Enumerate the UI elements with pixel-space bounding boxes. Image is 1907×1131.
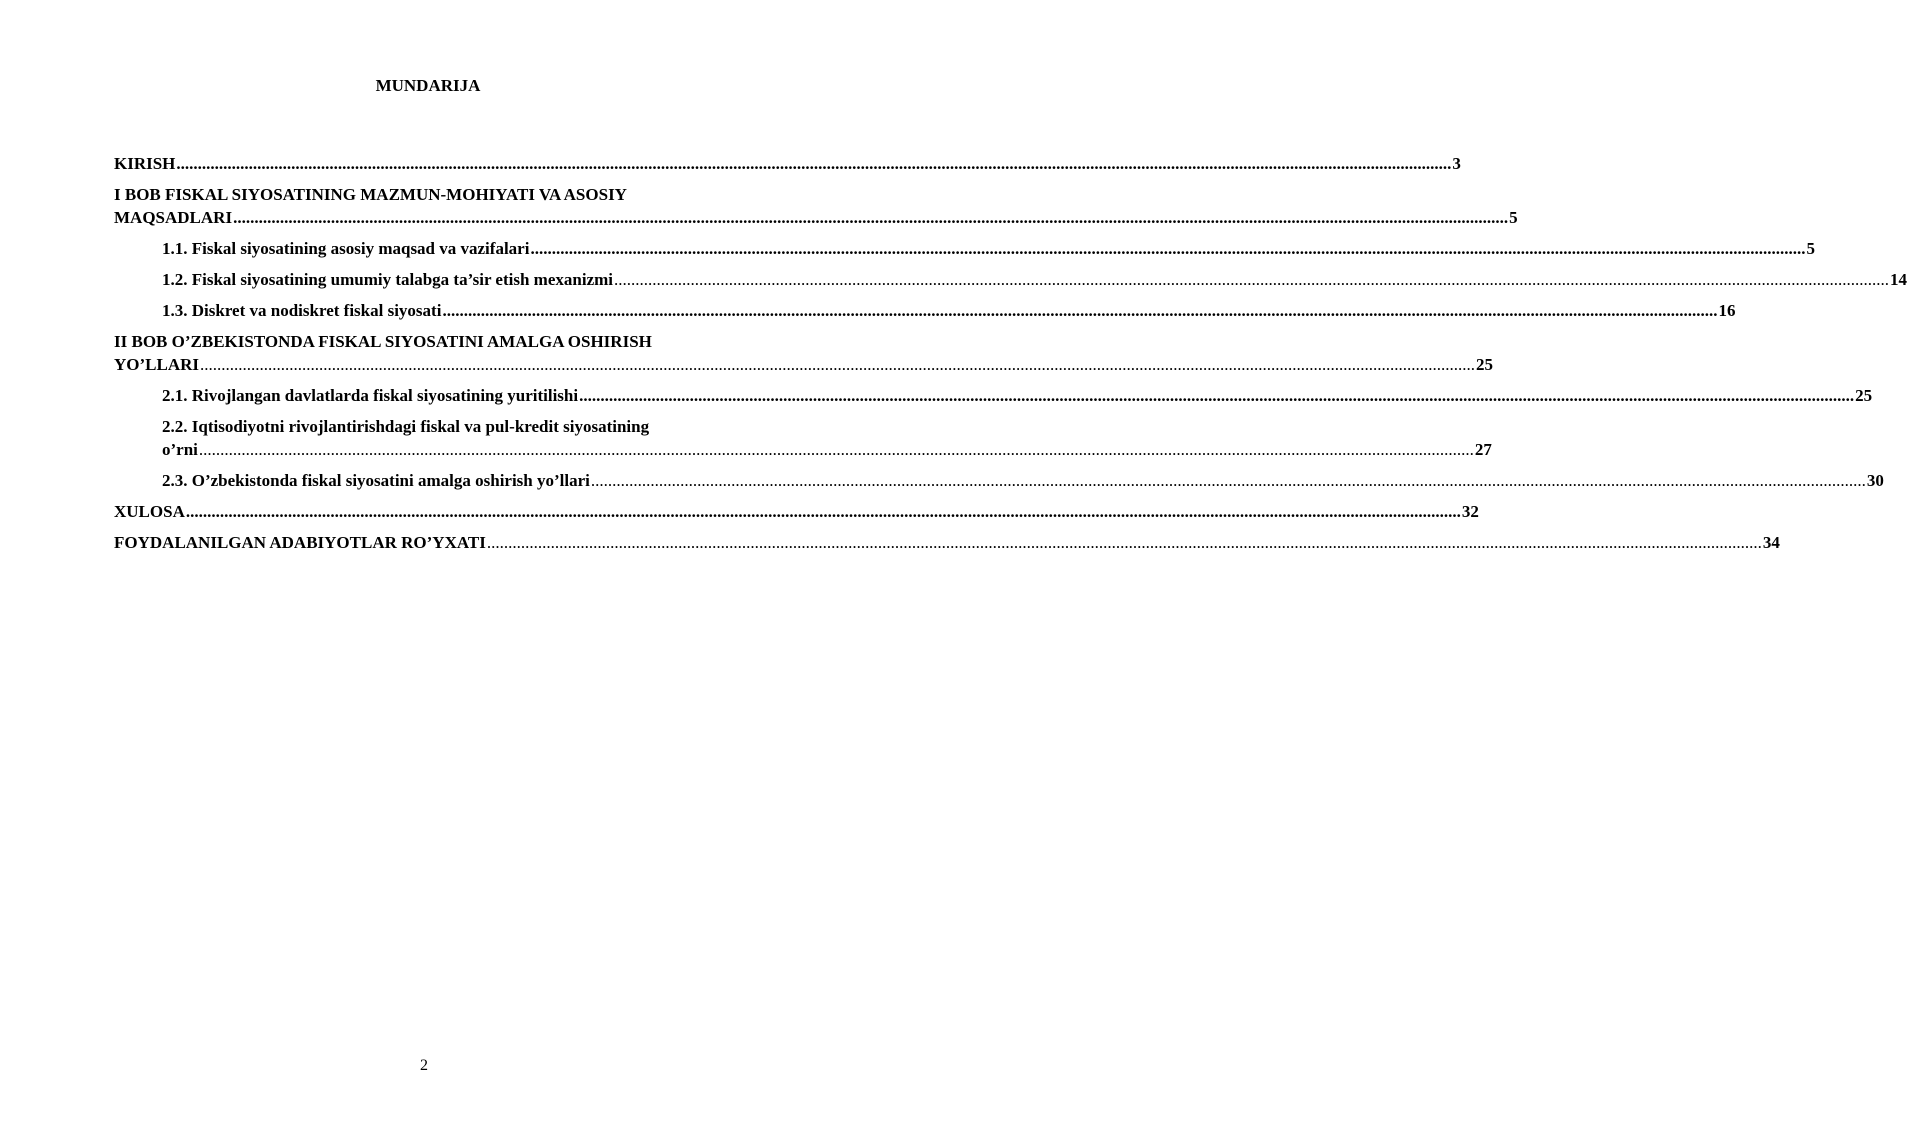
- toc-entry-title: 2.1. Rivojlangan davlatlarda fiskal siyosatining yuritilishi: [162, 386, 579, 405]
- toc-page-number: 16: [1718, 301, 1736, 320]
- toc-page-number: 3: [1452, 154, 1461, 173]
- toc-entry-row: [114, 353, 1494, 376]
- toc-entry-row: [162, 237, 1815, 260]
- toc-entry[interactable]: [114, 237, 1815, 260]
- toc-entry-title: o’rni: [162, 440, 198, 459]
- toc-entry[interactable]: [114, 299, 1736, 322]
- toc-entry-row: [162, 438, 1492, 461]
- toc-page-number: 5: [1806, 239, 1815, 258]
- toc-page-number: 5: [1509, 208, 1518, 227]
- toc-dot-leader: ............................................................................................................................................................................................................................................................................................................: [579, 386, 1855, 405]
- toc-dot-leader: ............................................................................................................................................................................................................................................................................................................: [614, 270, 1889, 289]
- toc-page-number: 32: [1461, 502, 1479, 521]
- toc-dot-leader: ............................................................................................................................................................................................................................................................................................................: [486, 533, 1762, 552]
- toc-entry[interactable]: [114, 330, 1494, 376]
- toc-entry-row: [114, 206, 1518, 229]
- toc-page-number: 34: [1762, 533, 1780, 552]
- toc-page-number: 25: [1476, 355, 1494, 374]
- toc-dot-leader: ............................................................................................................................................................................................................................................................................................................: [442, 301, 1718, 320]
- toc-page-number: 27: [1474, 440, 1492, 459]
- page-number: 2: [420, 1057, 428, 1074]
- toc-entry-heading-line: II BOB O’ZBEKISTONDA FISKAL SIYOSATINI AMALGA OSHIRISH: [114, 332, 652, 351]
- toc-entry-heading-line: 2.2. Iqtisodiyotni rivojlantirishdagi fiskal va pul-kredit siyosatining: [162, 417, 650, 436]
- toc-entry[interactable]: [114, 415, 1492, 461]
- toc-entry-title: KIRISH: [114, 154, 176, 173]
- toc-entry-row: [162, 469, 1884, 492]
- toc-page-number: 14: [1890, 270, 1907, 289]
- toc-entry-heading-line: I BOB FISKAL SIYOSATINING MAZMUN-MOHIYATI VA ASOSIY: [114, 185, 627, 204]
- toc-entry[interactable]: [114, 531, 1780, 554]
- toc-entry[interactable]: [114, 268, 1907, 291]
- toc-entry[interactable]: [114, 384, 1873, 407]
- toc-entry-row: [162, 268, 1907, 291]
- toc-dot-leader: ............................................................................................................................................................................................................................................................................................................: [176, 154, 1452, 173]
- toc-entry-title: 2.3. O’zbekistonda fiskal siyosatini amalga oshirish yo’llari: [162, 471, 590, 490]
- toc-page-number: 25: [1855, 386, 1873, 405]
- toc-dot-leader: ............................................................................................................................................................................................................................................................................................................: [185, 502, 1461, 521]
- toc-entry-title: YO’LLARI: [114, 355, 200, 374]
- toc-entry-row: [162, 384, 1873, 407]
- toc-entry-title: 1.1. Fiskal siyosatining asosiy maqsad va vazifalari: [162, 239, 530, 258]
- page-title: MUNDARIJA: [375, 76, 481, 95]
- toc-entry-title: 1.3. Diskret va nodiskret fiskal siyosati: [162, 301, 442, 320]
- table-of-contents: [114, 152, 1907, 562]
- toc-entry[interactable]: [114, 152, 1461, 175]
- toc-entry[interactable]: [114, 500, 1479, 523]
- toc-entry[interactable]: [114, 183, 1518, 229]
- toc-entry-title: XULOSA: [114, 502, 185, 521]
- toc-dot-leader: ............................................................................................................................................................................................................................................................................................................: [530, 239, 1806, 258]
- toc-dot-leader: ............................................................................................................................................................................................................................................................................................................: [198, 440, 1474, 459]
- toc-entry-row: [114, 500, 1479, 523]
- toc-dot-leader: ............................................................................................................................................................................................................................................................................................................: [590, 471, 1866, 490]
- toc-entry[interactable]: [114, 469, 1884, 492]
- toc-entry-title: MAQSADLARI: [114, 208, 233, 227]
- toc-dot-leader: ............................................................................................................................................................................................................................................................................................................: [200, 355, 1476, 374]
- toc-entry-row: [114, 531, 1780, 554]
- toc-entry-row: [162, 299, 1736, 322]
- toc-entry-title: FOYDALANILGAN ADABIYOTLAR RO’YXATI: [114, 533, 486, 552]
- toc-entry-title: 1.2. Fiskal siyosatining umumiy talabga ta’sir etish mexanizmi: [162, 270, 613, 289]
- toc-entry-row: [114, 152, 1461, 175]
- toc-page-number: 30: [1866, 471, 1884, 490]
- toc-dot-leader: ............................................................................................................................................................................................................................................................................................................: [233, 208, 1509, 227]
